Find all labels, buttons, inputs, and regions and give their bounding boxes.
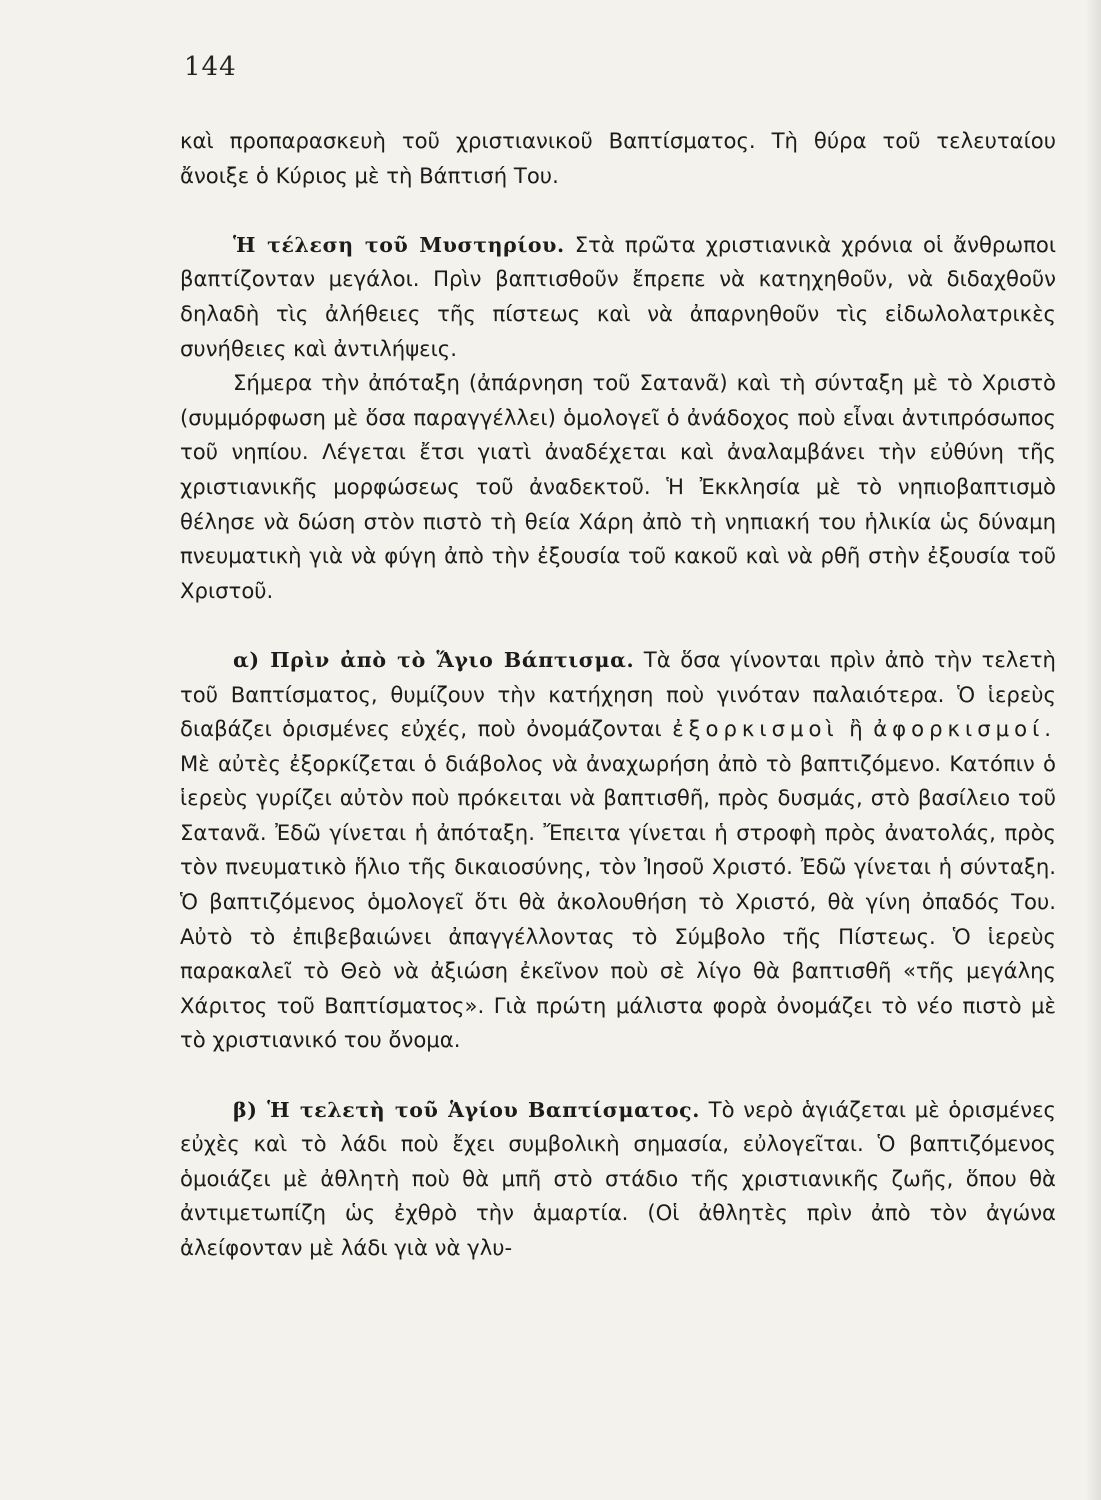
paragraph-godparent: Σήμερα τὴν ἀπόταξη (ἀπάρνηση τοῦ Σατανᾶ) καὶ τὴ σύνταξη μὲ τὸ Χριστὸ (συμμόρφωση μὲ ὅσα παραγγέλλει) ὁμολογεῖ ὁ ἀνάδοχος ποὺ εἶναι ἀντιπρόσωπος τοῦ νηπίου. Λέγεται ἔτσι γιατὶ ἀναδέχεται καὶ ἀναλαμβάνει τὴν εὐθύνη τῆς χριστιανικῆς μορφώσεως τοῦ ἀναδεκτοῦ. Ἡ Ἐκκλησία μὲ τὸ νηπιοβαπτισμὸ θέλησε νὰ δώση στὸν πιστὸ τὴ θεία Χάρη ἀπὸ τὴ νηπιακή του ἡλικία ὡς δύναμη πνευματικὴ γιὰ νὰ φύγη ἀπὸ τὴν ἐξουσία τοῦ κακοῦ καὶ νὰ ρθῆ στὴν ἐξουσία τοῦ Χριστοῦ. [180, 370, 1056, 603]
section-sacrament-celebration [180, 228, 1056, 366]
spaced-term: ἀφορκισμοί. [873, 716, 1056, 742]
page-edge-shadow [1085, 0, 1101, 1500]
section-before-baptism [180, 643, 1056, 1058]
spaced-term: ἐξορκισμοὶ [672, 716, 839, 742]
section-heading: β) Ἡ τελετὴ τοῦ Ἁγίου Βαπτίσματος. [233, 1097, 700, 1122]
section-baptism-ceremony [180, 1093, 1056, 1266]
section-text: Στὰ πρῶτα χριστιανικὰ χρόνια οἱ ἄνθρωποι βαπτίζονταν μεγάλοι. Πρὶν βαπτισθοῦν ἔπρεπε νὰ κατηχηθοῦν, νὰ διδαχθοῦν δηλαδὴ τὶς ἀλήθειες τῆς πίστεως καὶ νὰ ἀπαρνηθοῦν τὶς εἰδωλολατρικὲς συνήθειες καὶ ἀντιλήψεις. [180, 231, 1056, 361]
section-text: Τὰ ὅσα γίνονται πρὶν ἀπὸ τὴν τελετὴ τοῦ Βαπτίσματος, θυμίζουν τὴν κατήχηση ποὺ γινόταν παλαιότερα. Ὁ ἱερεὺς διαβάζει ὁρισμένες εὐχές, ποὺ ὀνομάζονται [180, 646, 1056, 742]
section-text: Τὸ νερὸ ἁγιάζεται μὲ ὁρισμένες εὐχὲς καὶ τὸ λάδι ποὺ ἔχει συμβολικὴ σημασία, εὐλογεῖται. Ὁ βαπτιζόμενος ὁμοιάζει μὲ ἀθλητὴ ποὺ θὰ μπῆ στὸ στάδιο τῆς χριστιανικῆς ζωῆς, ὅπου θὰ ἀντιμετωπίζη ὡς ἐχθρὸ τὴν ἁμαρτία. (Οἱ ἀθλητὲς πρὶν ἀπὸ τὸν ἀγώνα ἀλείφονταν μὲ λάδι γιὰ νὰ γλυ- [180, 1096, 1056, 1260]
section-heading: Ἡ τέλεση τοῦ Μυστηρίου. [233, 232, 565, 257]
section-heading: α) Πρὶν ἀπὸ τὸ Ἅγιο Βάπτισμα. [233, 647, 635, 672]
body-text [180, 124, 1056, 1266]
section-text: ἢ [838, 716, 874, 742]
page-number: 144 [184, 52, 237, 82]
paragraph-intro: καὶ προπαρασκευὴ τοῦ χριστιανικοῦ Βαπτίσματος. Τὴ θύρα τοῦ τελευταίου ἄνοιξε ὁ Κύριος μὲ τὴ Βάπτισή Του. [180, 128, 1056, 188]
section-text: Μὲ αὐτὲς ἐξορκίζεται ὁ διάβολος νὰ ἀναχωρήση ἀπὸ τὸ βαπτιζόμενο. Κατόπιν ὁ ἱερεὺς γυρίζει αὐτὸν ποὺ πρόκειται νὰ βαπτισθῆ, πρὸς δυσμάς, στὸ βασίλειο τοῦ Σατανᾶ. Ἐδῶ γίνεται ἡ ἀπόταξη. Ἔπειτα γίνεται ἡ στροφὴ πρὸς ἀνατολάς, πρὸς τὸν πνευματικὸ ἥλιο τῆς δικαιοσύνης, τὸν Ἰησοῦ Χριστό. Ἐδῶ γίνεται ἡ σύνταξη. Ὁ βαπτιζόμενος ὁμολογεῖ ὅτι θὰ ἀκολουθήση τὸ Χριστό, θὰ γίνη ὀπαδός Του. Αὐτὸ τὸ ἐπιβεβαιώνει ἀπαγγέλλοντας τὸ Σύμβολο τῆς Πίστεως. Ὁ ἱερεὺς παρακαλεῖ τὸ Θεὸ νὰ ἀξιώση ἐκεῖνον ποὺ σὲ λίγο θὰ βαπτισθῆ «τῆς μεγάλης Χάριτος τοῦ Βαπτίσματος». Γιὰ πρώτη μάλιστα φορὰ ὀνομάζει τὸ νέο πιστὸ μὲ τὸ χριστιανικό του ὄνομα. [180, 750, 1056, 1053]
